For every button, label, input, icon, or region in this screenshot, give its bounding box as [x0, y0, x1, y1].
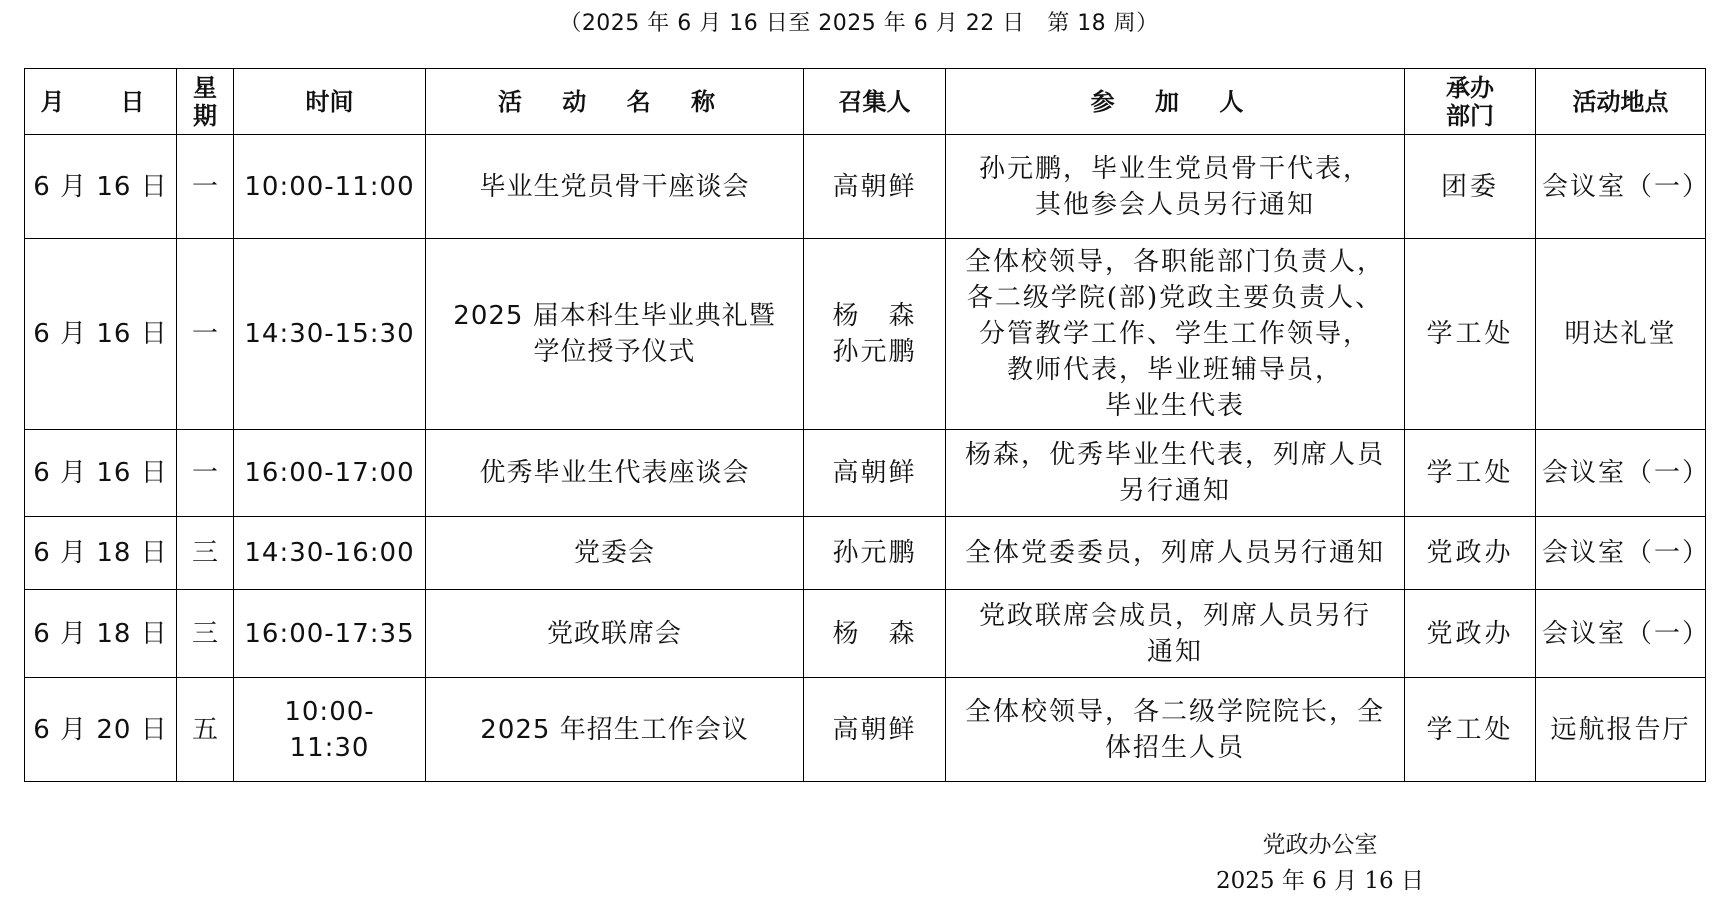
header-row: [25, 69, 1706, 135]
cell-convener: 高朝鲜: [804, 678, 946, 782]
header-dept-line1: 承办: [1446, 73, 1494, 102]
cell-participants: 党政联席会成员，列席人员另行 通知: [946, 590, 1405, 678]
cell-location: 会议室（一）: [1536, 590, 1706, 678]
cell-event: 优秀毕业生代表座谈会: [426, 430, 804, 517]
cell-date: 6 月 16 日: [25, 135, 177, 239]
cell-date: 6 月 16 日: [25, 430, 177, 517]
cell-time: 10:00-11:00: [234, 135, 426, 239]
cell-time: 14:30-15:30: [234, 239, 426, 430]
cell-weekday: 三: [177, 590, 234, 678]
cell-weekday: 一: [177, 135, 234, 239]
table-row: [25, 590, 1706, 678]
cell-date: 6 月 16 日: [25, 239, 177, 430]
cell-time: 16:00-17:00: [234, 430, 426, 517]
cell-participants: 杨森，优秀毕业生代表，列席人员 另行通知: [946, 430, 1405, 517]
header-dept-line2: 部门: [1446, 101, 1494, 130]
cell-convener: 高朝鲜: [804, 135, 946, 239]
schedule-table: [24, 68, 1711, 782]
header-dept: [1405, 69, 1536, 135]
table-row: [25, 517, 1706, 590]
cell-date: 6 月 20 日: [25, 678, 177, 782]
cell-participants: 孙元鹏，毕业生党员骨干代表， 其他参会人员另行通知: [946, 135, 1405, 239]
header-convener: 召集人: [804, 69, 946, 135]
cell-event: 2025 届本科生毕业典礼暨 学位授予仪式: [426, 239, 804, 430]
cell-location: 明达礼堂: [1536, 239, 1706, 430]
cell-convener: 杨 森: [804, 590, 946, 678]
cell-dept: 学工处: [1405, 430, 1536, 517]
header-event: 活 动 名 称: [426, 69, 804, 135]
cell-dept: 学工处: [1405, 239, 1536, 430]
footer-date: 2025 年 6 月 16 日: [1216, 868, 1424, 894]
header-date: 月 日: [25, 69, 177, 135]
cell-participants: 全体党委委员，列席人员另行通知: [946, 517, 1405, 590]
cell-dept: 党政办: [1405, 517, 1536, 590]
cell-convener: 高朝鲜: [804, 430, 946, 517]
cell-date: 6 月 18 日: [25, 590, 177, 678]
cell-date: 6 月 18 日: [25, 517, 177, 590]
header-weekday: [177, 69, 234, 135]
cell-weekday: 一: [177, 430, 234, 517]
cell-location: 会议室（一）: [1536, 517, 1706, 590]
header-location: 活动地点: [1536, 69, 1706, 135]
table-row: [25, 135, 1706, 239]
header-weekday-line2: 期: [193, 101, 217, 130]
header-time: 时间: [234, 69, 426, 135]
cell-event: 2025 年招生工作会议: [426, 678, 804, 782]
cell-participants: 全体校领导，各二级学院院长，全 体招生人员: [946, 678, 1405, 782]
cell-dept: 学工处: [1405, 678, 1536, 782]
cell-event: 党政联席会: [426, 590, 804, 678]
cell-dept: 党政办: [1405, 590, 1536, 678]
cell-event: 毕业生党员骨干座谈会: [426, 135, 804, 239]
header-weekday-line1: 星: [193, 73, 217, 102]
cell-location: 远航报告厅: [1536, 678, 1706, 782]
footer-office: 党政办公室: [1262, 832, 1378, 858]
header-participants: 参 加 人: [946, 69, 1405, 135]
cell-convener: 孙元鹏: [804, 517, 946, 590]
cell-convener: 杨 森 孙元鹏: [804, 239, 946, 430]
cell-location: 会议室（一）: [1536, 430, 1706, 517]
table-row: [25, 678, 1706, 782]
cell-weekday: 三: [177, 517, 234, 590]
cell-event: 党委会: [426, 517, 804, 590]
week-subtitle: （2025 年 6 月 16 日至 2025 年 6 月 22 日 第 18 周）: [559, 11, 1159, 36]
cell-time: 14:30-16:00: [234, 517, 426, 590]
cell-weekday: 五: [177, 678, 234, 782]
table-row: [25, 239, 1706, 430]
cell-participants: 全体校领导，各职能部门负责人， 各二级学院(部)党政主要负责人、 分管教学工作、学生工作领导， 教师代表，毕业班辅导员， 毕业生代表: [946, 239, 1405, 430]
cell-location: 会议室（一）: [1536, 135, 1706, 239]
table-row: [25, 430, 1706, 517]
cell-time: 16:00-17:35: [234, 590, 426, 678]
cell-dept: 团委: [1405, 135, 1536, 239]
cell-weekday: 一: [177, 239, 234, 430]
cell-time: 10:00- 11:30: [234, 678, 426, 782]
